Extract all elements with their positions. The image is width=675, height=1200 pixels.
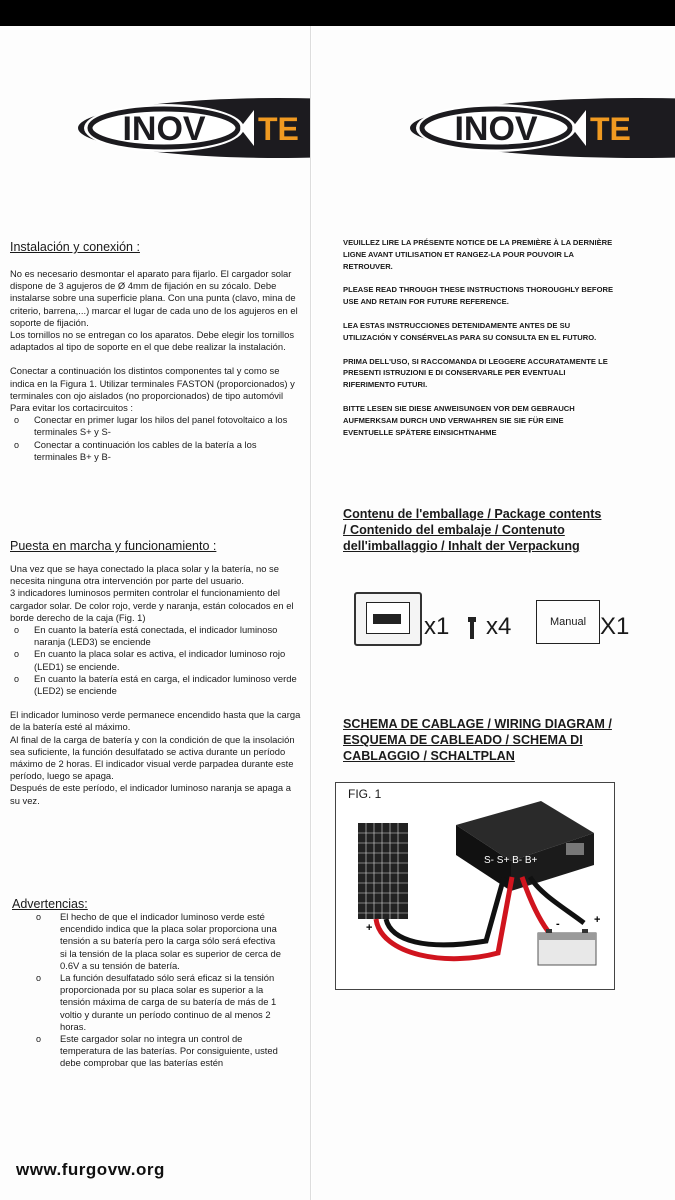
installation-paragraph-3: Conectar a continuación los distintos componentes tal y como se indica en la Figura 1. Utilizar terminales FASTON (proporcionados) y terminales con ojo aislados (no proporcionados) de tipo automóvil: [10, 365, 295, 401]
battery-plus-label: +: [594, 914, 601, 926]
operation-bullet: o En cuanto la placa solar es activa, el indicador luminoso rojo (LED1) se enciende.: [14, 648, 286, 672]
logo-text-right: TE: [258, 111, 299, 147]
wiring-diagram-graphic: [336, 783, 614, 989]
installation-bullet: o Conectar a continuación los cables de la batería a los terminales B+ y B-: [14, 438, 257, 462]
screws-quantity: x4: [486, 613, 512, 640]
operation-paragraph-2: 3 indicadores luminosos permiten controlar el funcionamiento del cargador solar. De color rojo, verde y naranja, están colocados en el borde derecho de la caja (Fig. 1): [10, 587, 294, 623]
warnings-title: Advertencias:: [12, 897, 88, 911]
wiring-title-block: [343, 716, 613, 764]
watermark-url: www.furgovw.org: [16, 1160, 165, 1179]
operation-paragraph-3: El indicador luminoso verde permanece encendido hasta que la carga de la batería esté al máximo.: [10, 709, 301, 733]
installation-paragraph-4: Para evitar los cortacircuitos :: [10, 402, 133, 414]
panel-plus-label: +: [366, 922, 373, 934]
solar-panel-icon: [358, 823, 408, 919]
charger-quantity: x1: [424, 613, 450, 640]
warning-bullet: o La función desulfatado sólo será eficaz si la tensión proporcionada por su placa solar es superior a la tensión máxima de carga de su batería de más de 1 voltio y durante un período continuo de al menos 2 horas.: [36, 972, 277, 1032]
figure-label: FIG. 1: [348, 787, 382, 801]
logo-text-right: TE: [590, 111, 631, 147]
operation-title: Puesta en marcha y funcionamiento :: [10, 539, 217, 553]
installation-paragraph-1: No es necesario desmontar el aparato para fijarlo. El cargador solar dispone de 3 agujeros de Ø 4mm de fijación en su zócalo. Debe instalarse sobre una superficie plana. Con una punta (clavo, mina de criterio, barrena,...) marcar el lugar de cada uno de los agujeros en el soporte de fijación.: [10, 268, 298, 328]
installation-paragraph-2: Los tornillos no se entregan co los aparatos. Debe elegir los tornillos adaptados al tipo de soporte en el que debe realizar la instalación.: [10, 329, 295, 353]
package-contents-title-block: [343, 506, 605, 554]
warnings-section: [12, 897, 284, 1070]
logo-text-left: INOV: [122, 110, 206, 148]
top-black-bar: [0, 0, 675, 26]
installation-section: [10, 240, 302, 463]
package-contents-title: Contenu de l'emballage / Package contents / Contenido del embalaje / Contenuto dell'imballaggio / Inhalt der Verpackung: [343, 507, 602, 553]
notice-english: PLEASE READ THROUGH THESE INSTRUCTIONS THOROUGHLY BEFORE USE AND RETAIN FOR FUTURE REFERENCE.: [343, 285, 614, 307]
operation-section: [10, 539, 302, 807]
wiring-figure: [335, 782, 615, 990]
operation-paragraph-5: Después de este período, el indicador luminoso naranja se apaga a su vez.: [10, 782, 291, 806]
installation-bullet: o Conectar en primer lugar los hilos del panel fotovoltaico a los terminales S+ y S-: [14, 414, 288, 438]
logo-graphic: [410, 96, 675, 160]
charge-controller-icon: [456, 801, 594, 891]
installation-title: Instalación y conexión :: [10, 240, 140, 254]
terminal-labels: S- S+ B- B+: [484, 855, 538, 866]
manual-quantity: X1: [600, 613, 630, 640]
charger-illustration: [354, 592, 422, 646]
logo-text-left: INOV: [454, 110, 538, 148]
brand-logo: [78, 96, 310, 160]
manual-label: Manual: [549, 616, 587, 628]
operation-bullet: o En cuanto la batería está en carga, el indicador luminoso verde (LED2) se enciende: [14, 672, 297, 697]
notice-italian: PRIMA DELL'USO, SI RACCOMANDA DI LEGGERE ACCURATAMENTE LE PRESENTI ISTRUZIONI E DI CONSERVARLE PER EVENTUALI RIFERIMENTO FUTURI.: [343, 356, 608, 390]
notice-french: VEUILLEZ LIRE LA PRÉSENTE NOTICE DE LA PREMIÈRE À LA DERNIÈRE LIGNE AVANT UTILISATION ET RANGEZ-LA POUR POUVOIR LA RETROUVER.: [343, 238, 613, 271]
operation-paragraph-1: Una vez que se haya conectado la placa solar y la batería, no se necesita ninguna otra intervención por parte del usuario.: [10, 563, 279, 587]
operation-paragraph-4: Al final de la carga de batería y con la condición de que la insolación sea suficiente, la función desulfatado se activa durante un período máximo de 2 horas. El indicador visual verde parpadea durante este período, luego se apaga.: [10, 733, 295, 782]
notice-spanish: LEA ESTAS INSTRUCCIONES DETENIDAMENTE ANTES DE SU UTILIZACIÓN Y CONSÉRVELAS PARA SU CONSULTA EN EL FUTURO.: [343, 320, 597, 342]
battery-minus-label: -: [556, 918, 560, 930]
operation-bullet: o En cuanto la batería está conectada, el indicador luminoso naranja (LED3) se enciende: [14, 624, 278, 648]
warning-bullet: o Este cargador solar no integra un control de temperatura de las baterías. Por consiguiente, usted debe comprobar que las baterías estén: [36, 1033, 278, 1069]
battery-icon: [538, 929, 596, 965]
brand-logo-right: [410, 96, 675, 160]
warning-bullet: o El hecho de que el indicador luminoso verde esté encendido indica que la placa solar proporciona una tensión a su batería pero la carga sólo será efectiva si la tensión de la placa solar es superior de cerca de 0.6V a su tensión de batería.: [36, 911, 281, 971]
logo-graphic: [78, 96, 310, 160]
wiring-diagram-title: SCHEMA DE CABLAGE / WIRING DIAGRAM / ESQUEMA DE CABLEADO / SCHEMA DI CABLAGGIO / SCHALTPLAN: [343, 717, 612, 763]
screw-icon: [468, 617, 476, 639]
notice-german: BITTE LESEN SIE DIESE ANWEISUNGEN VOR DEM GEBRAUCH AUFMERKSAM DURCH UND VERWAHREN SIE SIE FÜR EINE EVENTUELLE SPÄTERE EINSICHTNAHME: [343, 403, 575, 437]
manual-box: [536, 600, 600, 644]
read-instructions-notices: [343, 237, 615, 438]
